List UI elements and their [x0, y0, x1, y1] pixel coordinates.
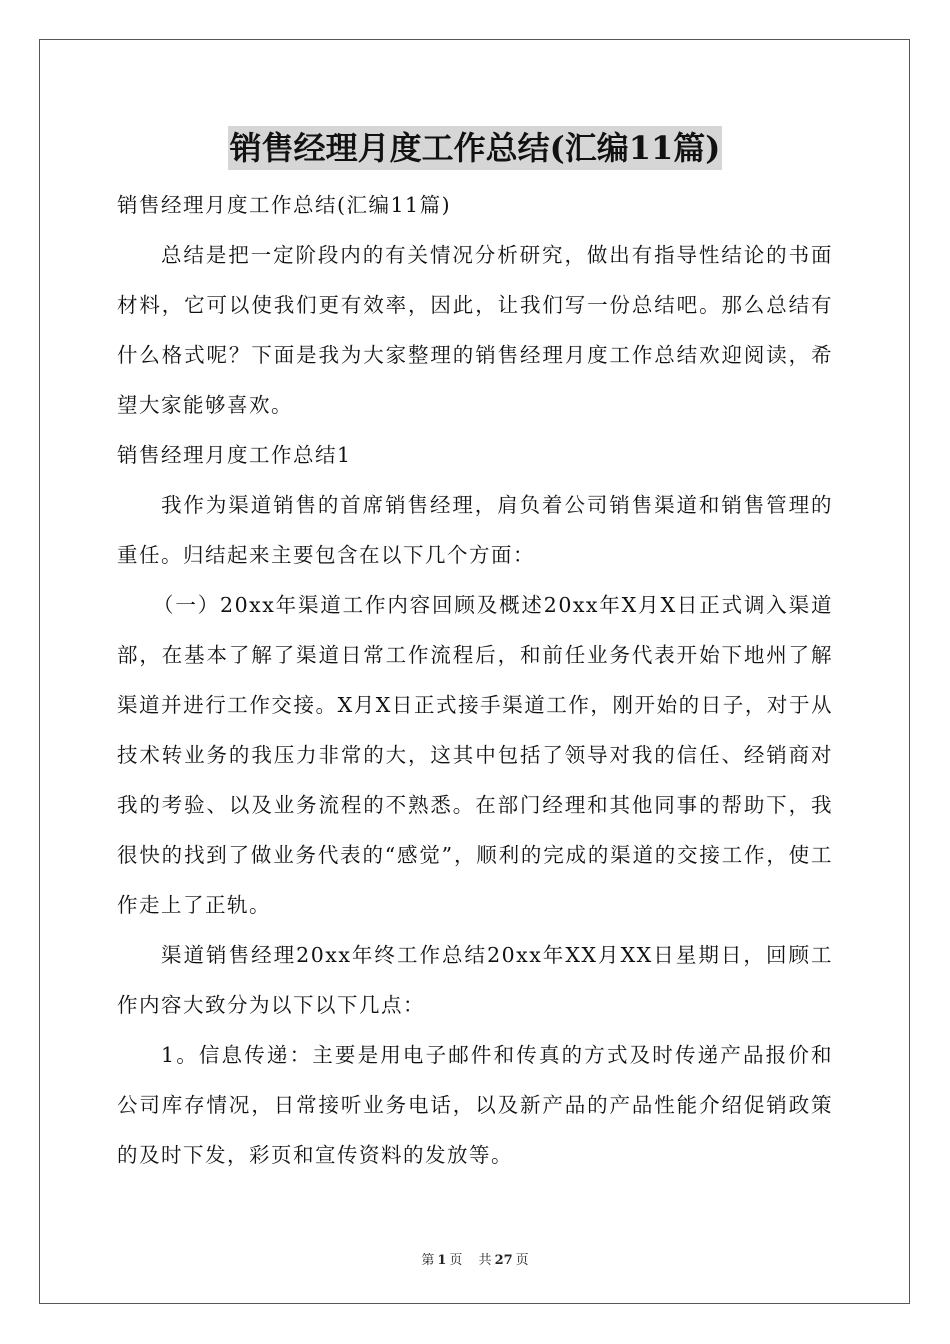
intro-paragraph: 总结是把一定阶段内的有关情况分析研究，做出有指导性结论的书面材料，它可以使我们更有效率，因此，让我们写一份总结吧。那么总结有什么格式呢？下面是我为大家整理的销售经理月度工作总结欢迎阅读，希望大家能够喜欢。 [117, 243, 833, 417]
total-pages: 27 [494, 1253, 513, 1268]
document-body [117, 180, 833, 1180]
document-title: 销售经理月度工作总结(汇编11篇) [228, 126, 723, 170]
page-footer [0, 1249, 950, 1268]
body-paragraph: 渠道销售经理20xx年终工作总结20xx年XX月XX日星期日，回顾工作内容大致分为以下以下几点： [117, 943, 833, 1017]
page-prefix: 第 [421, 1253, 435, 1268]
page-indicator [418, 1253, 465, 1268]
section-heading: 销售经理月度工作总结1 [117, 443, 352, 467]
body-paragraph: 1。信息传递：主要是用电子邮件和传真的方式及时传递产品报价和公司库存情况，日常接听业务电话，以及新产品的产品性能介绍促销政策的及时下发，彩页和宣传资料的发放等。 [117, 1043, 833, 1167]
body-paragraph: 我作为渠道销售的首席销售经理，肩负着公司销售渠道和销售管理的重任。归结起来主要包含在以下几个方面： [117, 493, 833, 567]
subtitle-paragraph: 销售经理月度工作总结(汇编11篇) [117, 193, 452, 217]
page-number: 1 [437, 1253, 447, 1268]
total-prefix: 共 [478, 1253, 492, 1268]
body-paragraph: （一）20xx年渠道工作内容回顾及概述20xx年X月X日正式调入渠道部，在基本了解了渠道日常工作流程后，和前任业务代表开始下地州了解渠道并进行工作交接。X月X日正式接手渠道工作，刚开始的日子，对于从技术转业务的我压力非常的大，这其中包括了领导对我的信任、经销商对我的考验、以及业务流程的不熟悉。在部门经理和其他同事的帮助下，我很快的找到了做业务代表的“感觉”，顺利的完成的渠道的交接工作，使工作走上了正轨。 [117, 593, 833, 917]
title-area [0, 126, 950, 170]
total-suffix: 页 [515, 1253, 529, 1268]
total-indicator [476, 1253, 532, 1268]
page-suffix: 页 [449, 1253, 463, 1268]
